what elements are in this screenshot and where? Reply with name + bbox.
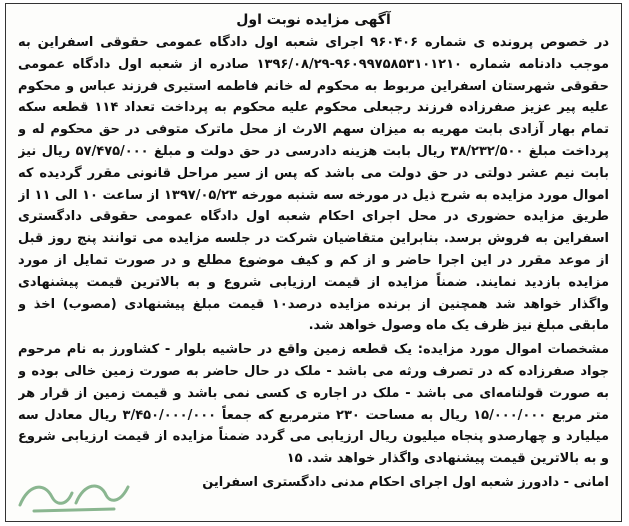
notice-signature: امانی - دادورز شعبه اول اجرای احکام مدنی دادگستری اسفراین: [202, 474, 609, 490]
auction-notice: [18, 10, 609, 513]
property-description-paragraph: مشخصات اموال مورد مزایده: یک قطعه زمین واقع در حاشیه بلوار - کشاورز به نام مرحوم جواد صفرزاده که در تصرف ورثه می باشد - ملک در حال حاضر به صورت زمین خالی بوده و به صورت قولنامه‌ای می باشد - ملک در اجاره ی کسی نمی باشد و قیمت زمین از قرار هر متر مربع ۱۵/۰۰۰/۰۰۰ ریال به مساحت ۲۳۰ مترمربع که جمعاً ۳/۴۵۰/۰۰۰/۰۰۰ ریال معادل سه میلیارد و چهارصدو پنجاه میلیون ریال ارزیابی می گردد ضمناً مزایده از قیمت ارزیابی شروع و به بالاترین قیمت پیشنهادی واگذار خواهد شد. ۱۵: [18, 342, 609, 467]
notice-title: آگهی مزایده نوبت اول: [236, 12, 391, 28]
notice-frame: [5, 3, 622, 522]
notice-body-paragraph: در خصوص پرونده ی شماره ۹۶۰۴۰۶ اجرای شعبه اول دادگاه عمومی حقوقی اسفراین به موجب دادنامه شماره ۹۶۰۹۹۷۵۸۵۳۱۰۱۲۱۰-۱۳۹۶/۰۸/۲۹ صادره از شعبه اول دادگاه عمومی حقوقی شهرستان اسفراین مربوط به محکوم له خانم فاطمه استیری فرزند عباس و محکوم علیه پیر عزیز صفرزاده فرزند رجبعلی محکوم علیه محکوم به پرداخت تعداد ۱۱۴ قطعه سکه تمام بهار آزادی بابت مهریه به میزان سهم الارث از محل ماترک متوفی در حق محکوم له و پرداخت مبلغ ۳۸/۲۳۲/۵۰۰ ریال بابت هزینه دادرسی در حق دولت و مبلغ ۵۷/۴۷۵/۰۰۰ ریال نیز بابت نیم عشر دولتی در حق دولت می باشد که پس از سیر مراحل قانونی مقرر گردیده که اموال مورد مزایده به شرح ذیل در مورخه سه شنبه مورخه ۱۳۹۷/۰۵/۲۳ از ساعت ۱۰ الی ۱۱ از طریق مزایده حضوری در محل اجرای احکام شعبه اول دادگاه عمومی حقوقی دادگستری اسفراین به فروش برسد. بنابراین متقاضیان شرکت در جلسه مزایده می توانند پنج روز قبل از موعد مقرر در این اجرا حاضر و از کم و کیف موضوع مطلع و در صورت تمایل از مورد مزایده بازدید نمایند. ضمناً مزایده از قیمت ارزیابی شروع و به بالاترین قیمت پیشنهادی واگذار خواهد شد همچنین از برنده مزایده درصد۱۰ قیمت مبلغ پیشنهادی (مصوب) اخذ و مابقی مبلغ نیز ظرف یک ماه وصول خواهد شد.: [18, 35, 609, 334]
